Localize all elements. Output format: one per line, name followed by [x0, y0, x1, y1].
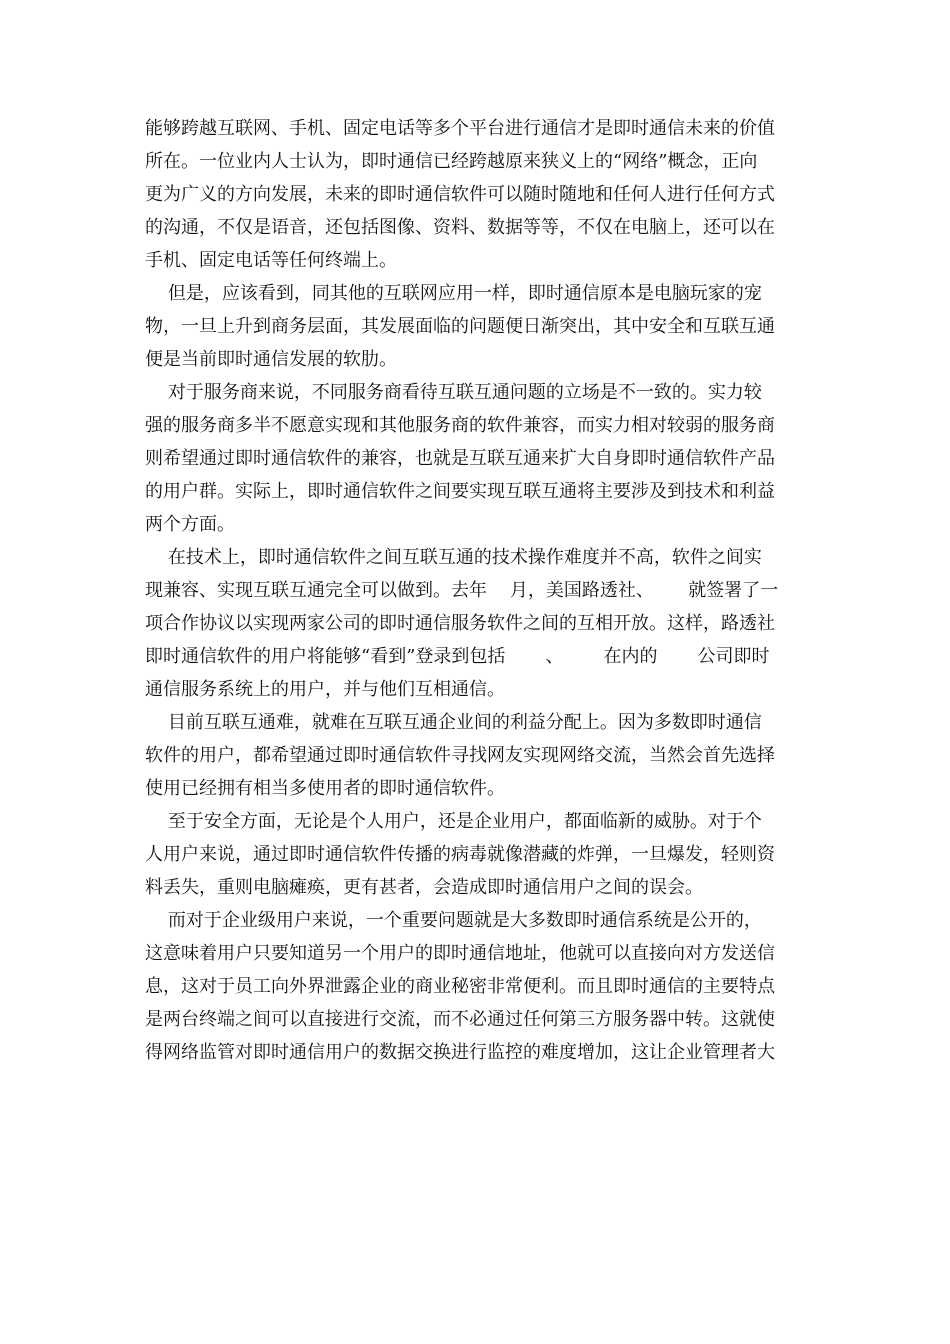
- text-line: 通信服务系统上的用户，并与他们互相通信。: [145, 679, 505, 700]
- text-line: 所在。一位业内人士认为，即时通信已经跨越原来狭义上的“网络”概念，正向: [145, 151, 758, 172]
- text-line: 则希望通过即时通信软件的兼容，也就是互联互通来扩大自身即时通信软件产品: [145, 448, 775, 469]
- text-line: 是两台终端之间可以直接进行交流，而不必通过任何第三方服务器中转。这就使: [145, 1009, 775, 1030]
- text-line: 使用已经拥有相当多使用者的即时通信软件。: [145, 778, 505, 799]
- text-line: 软件的用户，都希望通过即时通信软件寻找网友实现网络交流，当然会首先选择: [145, 745, 775, 766]
- text-line: 更为广义的方向发展，未来的即时通信软件可以随时随地和任何人进行任何方式: [145, 184, 775, 205]
- text-line: 得网络监管对即时通信用户的数据交换进行监控的难度增加，这让企业管理者大: [145, 1042, 775, 1063]
- text-line: 手机、固定电话等任何终端上。: [145, 250, 397, 271]
- text-line: 在技术上，即时通信软件之间互联互通的技术操作难度并不高，软件之间实: [145, 547, 762, 568]
- text-line: 人用户来说，通过即时通信软件传播的病毒就像潜藏的炸弹，一旦爆发，轻则资: [145, 844, 775, 865]
- text-line: 现兼容、实现互联互通完全可以做到。去年 月，美国路透社、 就签署了一: [145, 580, 779, 601]
- text-line: 但是，应该看到，同其他的互联网应用一样，即时通信原本是电脑玩家的宠: [145, 283, 762, 304]
- text-line: 对于服务商来说，不同服务商看待互联互通问题的立场是不一致的。实力较: [145, 382, 762, 403]
- text-line: 的用户群。实际上，即时通信软件之间要实现互联互通将主要涉及到技术和利益: [145, 481, 775, 502]
- text-line: 目前互联互通难，就难在互联互通企业间的利益分配上。因为多数即时通信: [145, 712, 762, 733]
- body-text: [145, 112, 809, 1069]
- text-line: 料丢失，重则电脑瘫痪，更有甚者，会造成即时通信用户之间的误会。: [145, 877, 703, 898]
- text-line: 而对于企业级用户来说，一个重要问题就是大多数即时通信系统是公开的，: [145, 910, 762, 931]
- text-line: 即时通信软件的用户将能够“看到”登录到包括 、 在内的 公司即时: [145, 646, 770, 667]
- text-line: 这意味着用户只要知道另一个用户的即时通信地址，他就可以直接向对方发送信: [145, 943, 775, 964]
- text-line: 便是当前即时通信发展的软肋。: [145, 349, 397, 370]
- text-line: 的沟通，不仅是语音，还包括图像、资料、数据等等，不仅在电脑上，还可以在: [145, 217, 775, 238]
- text-line: 物，一旦上升到商务层面，其发展面临的问题便日渐突出，其中安全和互联互通: [145, 316, 775, 337]
- text-line: 息，这对于员工向外界泄露企业的商业秘密非常便利。而且即时通信的主要特点: [145, 976, 775, 997]
- text-line: 能够跨越互联网、手机、固定电话等多个平台进行通信才是即时通信未来的价值: [145, 118, 775, 139]
- text-line: 两个方面。: [145, 514, 235, 535]
- text-line: 强的服务商多半不愿意实现和其他服务商的软件兼容，而实力相对较弱的服务商: [145, 415, 775, 436]
- text-line: 项合作协议以实现两家公司的即时通信服务软件之间的互相开放。这样，路透社: [145, 613, 775, 634]
- text-line: 至于安全方面，无论是个人用户，还是企业用户，都面临新的威胁。对于个: [145, 811, 762, 832]
